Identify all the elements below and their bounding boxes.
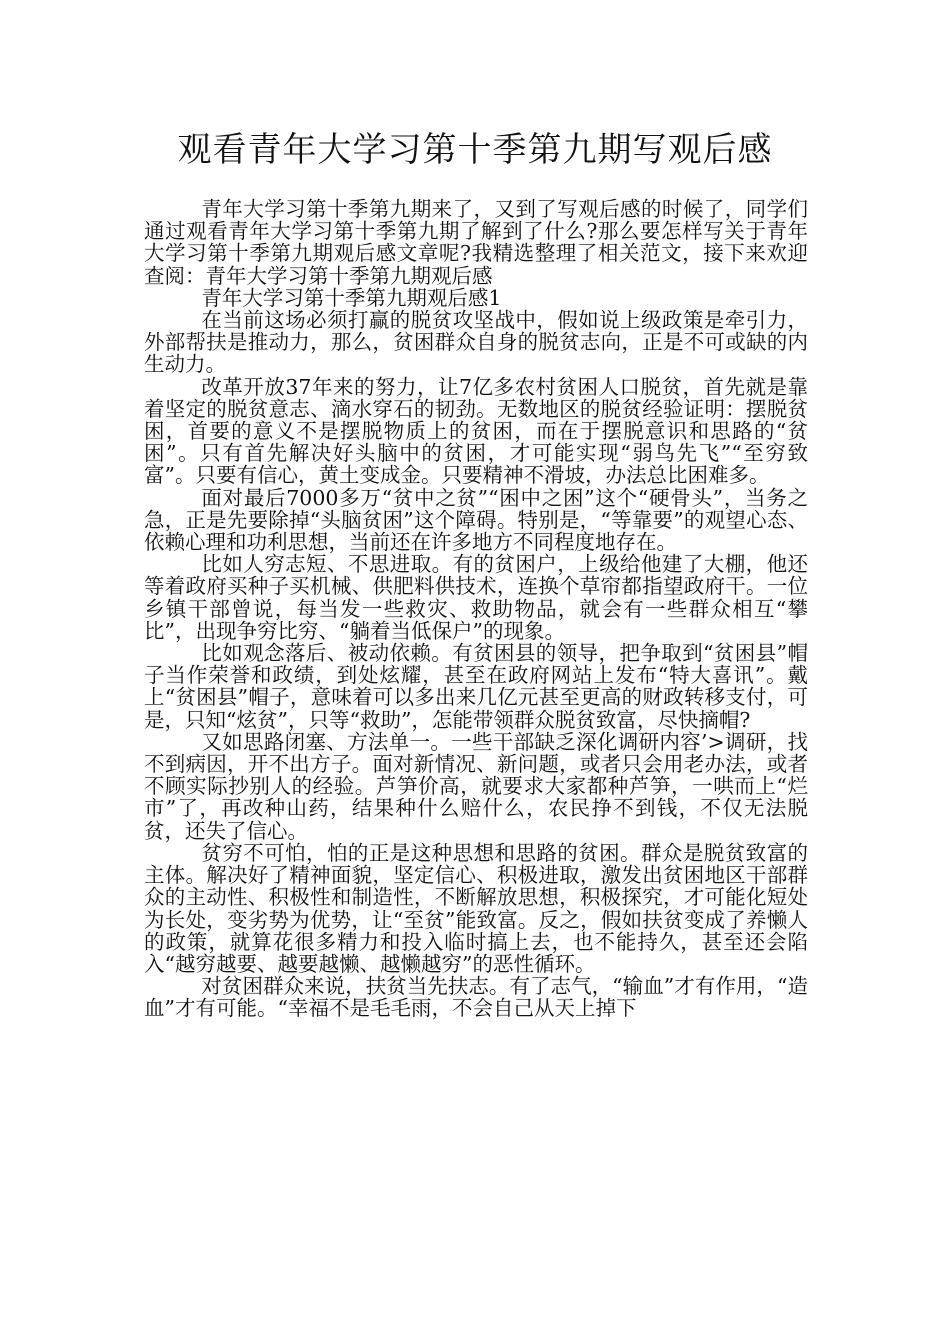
paragraph: 比如观念落后、被动依赖。有贫困县的领导，把争取到“贫困县”帽子当作荣誉和政绩，到处炫耀，甚至在政府网站上发布“特大喜讯”。戴上“贫困县”帽子，意味着可以多出来几亿元甚至更高的财政转移支付，可是，只知“炫贫”，只等“救助”，怎能带领群众脱贫致富，尽快摘帽? xyxy=(144,641,808,732)
paragraph: 在当前这场必须打赢的脱贫攻坚战中，假如说上级政策是牵引力，外部帮扶是推动力，那么，贫困群众自身的脱贫志向，正是不可或缺的内生动力。 xyxy=(144,308,808,377)
paragraph-intro: 青年大学习第十季第九期来了，又到了写观后感的时候了，同学们通过观看青年大学习第十季第九期了解到了什么?那么要怎样写关于青年大学习第十季第九期观后感文章呢?我精选整理了相关范文，接下来欢迎查阅：青年大学习第十季第九期观后感 xyxy=(144,197,808,288)
section-heading: 青年大学习第十季第九期观后感1 xyxy=(201,285,502,310)
paragraph: 改革开放37年来的努力，让7亿多农村贫困人口脱贫，首先就是靠着坚定的脱贫意志、滴水穿石的韧劲。无数地区的脱贫经验证明：摆脱贫困，首要的意义不是摆脱物质上的贫困，而在于摆脱意识和思路的“贫困”。只有首先解决好头脑中的贫困，才可能实现“弱鸟先飞”“至穷致富”。只要有信心，黄土变成金。只要精神不滑坡，办法总比困难多。 xyxy=(144,374,808,488)
paragraph: 面对最后7000多万“贫中之贫”“困中之困”这个“硬骨头”，当务之急，正是先要除掉“头脑贫困”这个障碍。特别是，“等靠要”的观望心态、依赖心理和功利思想，当前还在许多地方不同程度地存在。 xyxy=(144,485,808,555)
paragraph: 对贫困群众来说，扶贫当先扶志。有了志气，“输血”才有作用，“造血”才有可能。“幸福不是毛毛雨，不会自己从天上掉下 xyxy=(144,974,808,1021)
paragraph: 贫穷不可怕，怕的正是这种思想和思路的贫困。群众是脱贫致富的主体。解决好了精神面貌，坚定信心、积极进取，激发出贫困地区干部群众的主动性、积极性和制造性，不断解放思想，积极探究，才可能化短处为长处，变劣势为优势，让“至贫”能致富。反之，假如扶贫变成了养懒人的政策，就算花很多精力和投入临时搞上去，也不能持久，甚至还会陷入“越穷越要、越要越懒、越懒越穷”的恶性循环。 xyxy=(144,840,808,976)
document-body xyxy=(144,198,808,1020)
paragraph: 又如思路闭塞、方法单一。一些干部缺乏深化调研内容’>调研，找不到病因，开不出方子。面对新情况、新问题，或者只会用老办法，或者不顾实际抄别人的经验。芦笋价高，就要求大家都种芦笋，一哄而上“烂市”了，再改种山药，结果种什么赔什么，农民挣不到钱，不仅无法脱贫，还失了信心。 xyxy=(144,729,808,843)
paragraph: 比如人穷志短、不思进取。有的贫困户，上级给他建了大棚，他还等着政府买种子买机械、供肥料供技术，连换个草帘都指望政府干。一位乡镇干部曾说，每当发一些救灾、救助物品，就会有一些群众相互“攀比”，出现争穷比穷、“躺着当低保户”的现象。 xyxy=(144,552,808,643)
document-title: 观看青年大学习第十季第九期写观后感 xyxy=(177,130,773,170)
